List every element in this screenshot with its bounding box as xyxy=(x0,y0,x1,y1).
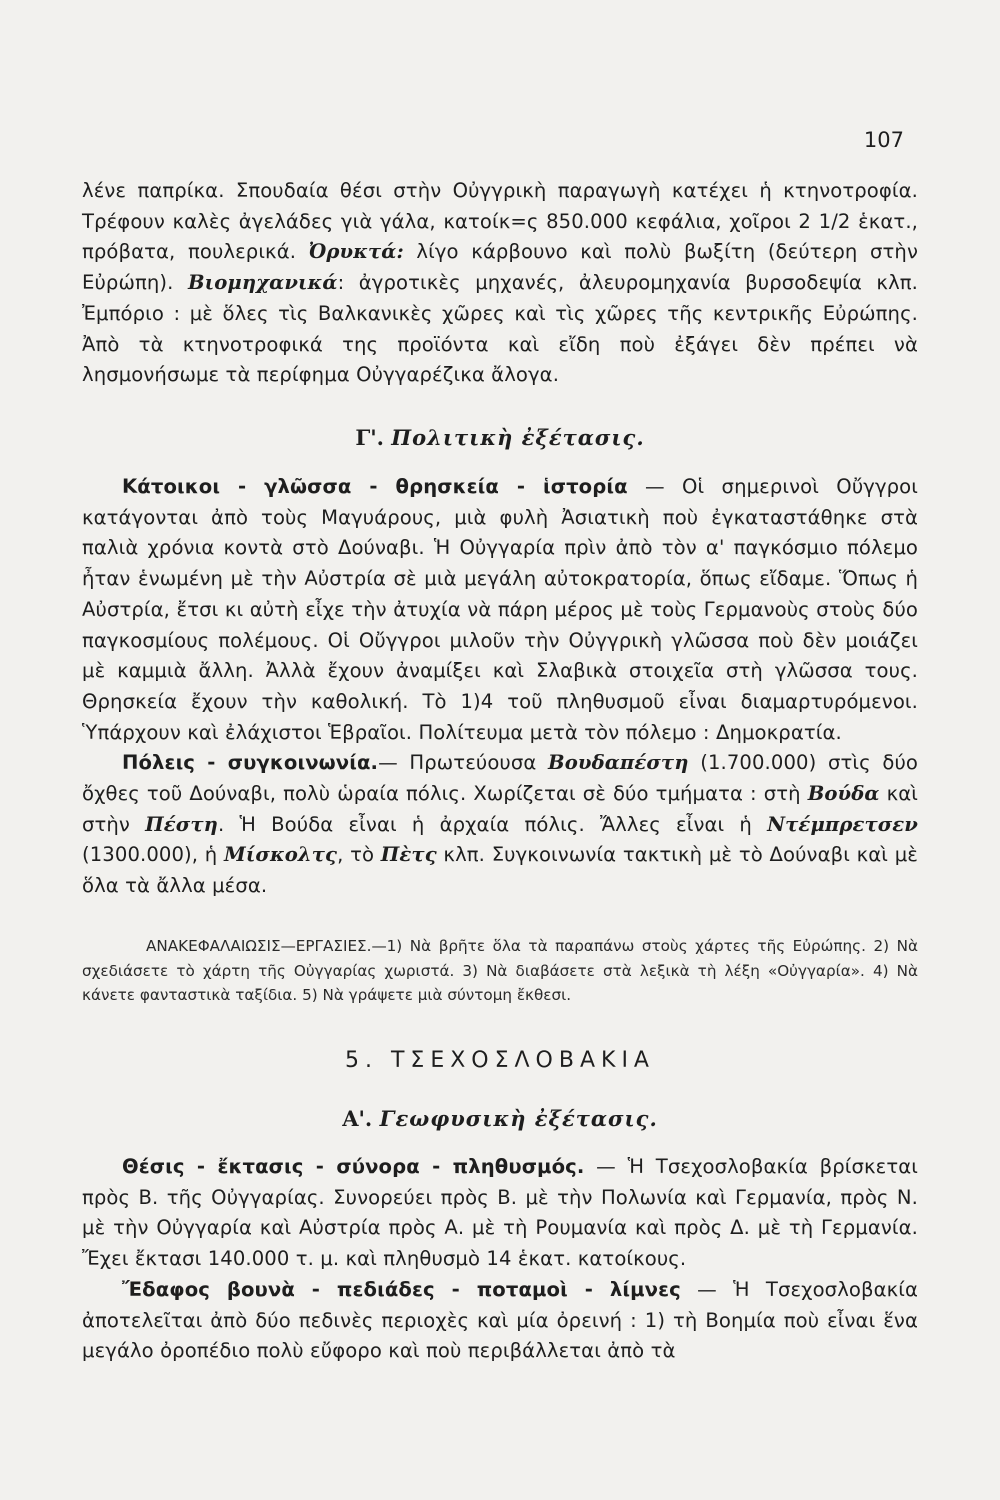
city-debrecen: Ντέμπρετσεν xyxy=(767,812,919,836)
cities-paragraph xyxy=(82,748,918,902)
political-block xyxy=(82,472,918,902)
exercises-text: ΑΝΑΚΕΦΑΛΑΙΩΣΙΣ—ΕΡΓΑΣΙΕΣ.—1) Νὰ βρῆτε ὅλα τὰ παραπάνω στοὺς χάρτες τῆς Εὐρώπης. 2) Νὰ σχεδιάσετε τὸ χάρτη τῆς Οὐγγαρίας χωριστά. 3) Νὰ διαβάσετε στὰ λεξικὰ τὴ λέξη «Οὐγγαρία». 4) Νὰ κάνετε φανταστικὰ ταξίδια. 5) Νὰ γράψετε μιὰ σύντομη ἔκθεσι. xyxy=(82,937,918,1004)
cities-text-g: κλπ. Συγκοινωνία τακτικὴ μὲ τὸ Δούναβι καὶ μὲ ὅλα τὰ ἄλλα μέσα. xyxy=(82,843,918,898)
section-letter: Α'. xyxy=(342,1106,373,1131)
cities-text-d: . Ἡ Βούδα εἶναι ἡ ἀρχαία πόλις. Ἄλλες εἶναι ἡ xyxy=(217,812,768,836)
exercises-block xyxy=(82,934,918,1008)
cities-text-b: (1.700.000) στὶς δύο ὄχθες τοῦ Δούναβι, πολὺ ὡραία πόλις. Χωρίζεται σὲ δύο τμήματα : στὴ xyxy=(82,751,918,806)
geophysical-block xyxy=(82,1152,918,1367)
population-paragraph xyxy=(82,472,918,748)
position-label: Θέσις - ἔκτασις - σύνορα - πληθυσμός. xyxy=(122,1155,585,1178)
population-label: Κάτοικοι - γλῶσσα - θρησκεία - ἱστορία xyxy=(122,475,628,498)
position-text: — Ἡ Τσεχοσλοβακία βρίσκεται πρὸς Β. τῆς Οὐγγαρίας. Συνορεύει πρὸς Β. μὲ τὴν Πολωνία καὶ Γερμανία, πρὸς Ν. μὲ τὴν Οὐγγαρία καὶ Αὐστρία πρὸς Α. μὲ τὴ Ρουμανία καὶ πρὸς Δ. μὲ τὴ Γερμανία. Ἔχει ἔκτασι 140.000 τ. μ. καὶ πληθυσμὸ 14 ἑκατ. κατοίκους. xyxy=(82,1155,919,1271)
city-pest: Πέστη xyxy=(145,812,218,836)
minerals-label: Ὀρυκτά: xyxy=(308,240,404,264)
section-heading-political xyxy=(82,425,918,450)
city-buda: Βούδα xyxy=(807,782,880,806)
city-miskolc: Μίσκολτς xyxy=(224,843,338,867)
city-budapest: Βουδαπέστη xyxy=(548,751,689,775)
intro-paragraph xyxy=(82,176,918,391)
industry-label: Βιομηχανικά xyxy=(187,271,338,295)
terrain-text: — Ἡ Τσεχοσλοβακία ἀποτελεῖται ἀπὸ δύο πεδινὲς περιοχὲς καὶ μία ὀρεινή : 1) τὴ Βοημία ποὺ εἶναι ἕνα μεγάλο ὀροπέδιο πολὺ εὔφορο καὶ ποὺ περιβάλλεται ἀπὸ τὰ xyxy=(82,1277,918,1363)
intro-text-b: λίγο κάρβουνο καὶ πολὺ βωξίτη (δεύτερη στὴν Εὐρώπη). xyxy=(82,240,918,295)
cities-text-a: — Πρωτεύουσα xyxy=(378,751,549,775)
terrain-paragraph xyxy=(82,1275,918,1367)
intro-text-a: λένε παπρίκα. Σπουδαία θέσι στὴν Οὐγγρικὴ παραγωγὴ κατέχει ἡ κτηνοτροφία. Τρέφουν καλὲς ἀγελάδες γιὰ γάλα, κατοίκ=ς 850.000 κεφάλια, χοῖροι 2 1/2 ἑκατ., πρόβατα, πουλερικά. xyxy=(82,179,918,264)
position-paragraph xyxy=(82,1152,918,1275)
intro-block xyxy=(82,176,918,391)
cities-label: Πόλεις - συγκοινωνία. xyxy=(122,751,379,775)
cities-text-f: , τὸ xyxy=(337,843,381,867)
intro-text-c: : ἀγροτικὲς μηχανές, ἀλευρομηχανία βυρσοδεψία κλπ. Ἐμπόριο : μὲ ὅλες τὶς Βαλκανικὲς χῶρες καὶ τὶς χῶρες τῆς κεντρικῆς Εὐρώπης. Ἀπὸ τὰ κτηνοτροφικά της προϊόντα καὶ εἴδη ποὺ ἐξάγει δὲν πρέπει νὰ λησμονήσωμε τὰ περίφημα Οὐγγαρέζικα ἄλογα. xyxy=(82,271,918,387)
section-letter: Γ'. xyxy=(355,425,384,450)
section-title: Γεωφυσικὴ ἐξέτασις. xyxy=(379,1106,658,1131)
section-title: Πολιτικὴ ἐξέτασις. xyxy=(391,425,645,450)
chapter-title: 5. ΤΣΕΧΟΣΛΟΒΑΚΙΑ xyxy=(345,1048,655,1073)
section-heading-geophysical xyxy=(82,1106,918,1131)
city-pecs: Πὲτς xyxy=(380,843,437,867)
terrain-label: Ἔδαφος βουνὰ - πεδιάδες - ποταμοὶ - λίμνες xyxy=(122,1277,681,1301)
page-number: 107 xyxy=(863,128,904,152)
population-text: — Οἱ σημερινοὶ Οὔγγροι κατάγονται ἀπὸ τοὺς Μαγυάρους, μιὰ φυλὴ Ἀσιατικὴ ποὺ ἐγκαταστάθηκε στὰ παλιὰ χρόνια κοντὰ στὸ Δούναβι. Ἡ Οὐγγαρία πρὶν ἀπὸ τὸν α' παγκόσμιο πόλεμο ἦταν ἑνωμένη μὲ τὴν Αὐστρία σὲ μιὰ μεγάλη αὐτοκρατορία, ὅπως εἴδαμε. Ὅπως ἡ Αὐστρία, ἔτσι κι αὐτὴ εἶχε τὴν ἀτυχία νὰ πάρη μέρος μὲ τοὺς Γερμανοὺς στοὺς δύο παγκοσμίους πολέμους. Οἱ Οὔγγροι μιλοῦν τὴν Οὐγγρικὴ γλῶσσα ποὺ δὲν μοιάζει μὲ καμμιὰ ἄλλη. Ἀλλὰ ἔχουν ἀναμίξει καὶ Σλαβικὰ στοιχεῖα στὴ γλῶσσα τους. Θρησκεία ἔχουν τὴν καθολική. Τὸ 1)4 τοῦ πληθυσμοῦ εἶναι διαμαρτυρόμενοι. Ὑπάρχουν καὶ ἐλάχιστοι Ἑβραῖοι. Πολίτευμα μετὰ τὸν πόλεμο : Δημοκρατία. xyxy=(82,475,919,744)
cities-text-e: (1300.000), ἡ xyxy=(82,843,225,867)
cities-text-c: καὶ στὴν xyxy=(82,782,918,836)
